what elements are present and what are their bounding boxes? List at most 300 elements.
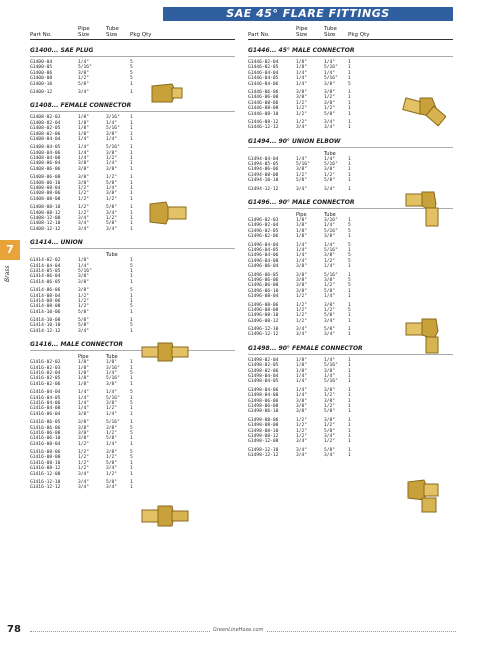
pkg-qty: 1 [348,288,351,294]
table-row [248,294,453,299]
part-number: G1416-02-05 [30,376,61,382]
pkg-qty: 1 [348,423,351,429]
tube-size: 3/16" [106,365,120,371]
part-number: G1408-08-06 [30,191,61,197]
pipe-size: 1/8" [78,381,90,387]
pipe-size: 1/2" [296,294,308,300]
part-number: G1498-04-06 [248,387,279,393]
pipe-size: 3/8" [78,166,90,172]
pkg-qty: 1 [348,162,351,168]
pkg-qty: 1 [130,441,133,447]
part-number: G1416-04-08 [30,406,61,412]
pipe-size: 3/4" [78,226,90,232]
header-tube-size: Size [106,32,118,38]
header-part: Part No. [30,32,52,38]
pipe-size: 1/8" [78,115,90,121]
pkg-qty: 1 [348,89,351,95]
pkg-qty: 1 [348,60,351,65]
pipe-size: 1/4" [78,60,90,65]
tube-size: 3/16" [106,115,120,121]
part-number: G1408-04-04 [30,136,61,142]
tube-size: 1/2" [324,283,336,289]
tube-size: 1/4" [106,161,118,167]
pipe-size: 3/8" [296,409,308,415]
tube-size: 5/16" [324,76,338,82]
pipe-size: 3/4" [78,471,90,477]
pkg-qty: 5 [130,400,133,406]
header-tube-size: Size [324,32,336,38]
part-number: G1498-08-06 [248,417,279,423]
table-row [30,310,235,315]
pkg-qty: 1 [348,417,351,423]
table-row [248,82,453,87]
part-number: G1446-12-12 [248,125,279,131]
pkg-qty: 1 [130,279,133,285]
tube-size: 5/16" [106,420,120,426]
pkg-qty: 5 [130,323,133,329]
pkg-qty: 1 [348,433,351,439]
pkg-qty: 1 [348,119,351,125]
tube-size: 3/8" [324,100,336,106]
part-number: G1496-12-10 [248,327,279,333]
pkg-qty: 1 [348,156,351,162]
pkg-qty: 1 [130,161,133,167]
pipe-size: 1/4" [78,406,90,412]
pipe-size: 1/2" [296,172,308,178]
pkg-qty: 5 [348,228,351,234]
subheader-label: Tube [324,212,336,219]
part-number: G1400-12 [30,89,53,95]
tube-size: 5/16" [324,247,338,253]
part-number: G1446-04-06 [248,81,279,87]
tube-size: 1/4" [106,186,118,192]
part-number: G1446-08-10 [248,111,279,117]
pkg-qty: 1 [348,234,351,240]
pkg-qty: 5 [348,242,351,248]
union-fitting-image [140,340,190,364]
tube-size: 1/2" [324,258,336,264]
pipe-size: 3/8" [78,411,90,417]
tube-size: 1/8" [106,360,118,366]
table-row [30,227,235,232]
tube-size: 5/8" [106,436,118,442]
part-number: G1496-04-04 [248,242,279,248]
pkg-qty: 1 [130,318,133,324]
pkg-qty: 5 [130,371,133,377]
tube-size: 1/2" [324,172,336,178]
pipe-size: 1/4" [296,76,308,82]
pkg-qty: 1 [130,328,133,334]
part-number: G1414-05-05 [30,268,61,274]
pkg-qty: 1 [130,365,133,371]
pkg-qty: 1 [130,166,133,172]
tube-size: 3/8" [324,167,336,173]
pipe-size: 5/16" [78,268,92,274]
pipe-size: 1/4" [78,400,90,406]
pipe-size: 1/2" [78,293,90,299]
pipe-size: 5/8" [296,178,308,184]
tube-size: 5/8" [106,205,118,211]
tube-size: 5/8" [324,428,336,434]
part-number: G1400-05 [30,65,53,71]
part-number: G1446-08-08 [248,106,279,112]
part-number: G1408-02-03 [30,115,61,121]
pipe-size: 1/2" [78,455,90,461]
table-row [248,439,453,444]
tube-size: 1/4" [106,371,118,377]
pkg-qty: 1 [130,298,133,304]
part-number: G1496-12-12 [248,332,279,338]
pkg-qty: 1 [348,403,351,409]
pipe-size: 1/4" [78,156,90,162]
header-tube: Tube [324,26,337,32]
part-number: G1408-04-06 [30,150,61,156]
pkg-qty: 1 [130,120,133,126]
pipe-size: 3/8" [78,180,90,186]
tube-size: 1/4" [324,374,336,380]
pipe-size: 1/8" [78,360,90,366]
pipe-size: 1/2" [296,100,308,106]
pipe-size: 1/8" [296,60,308,65]
part-number: G1446-02-05 [248,65,279,71]
pkg-qty: 1 [130,191,133,197]
pipe-size: 1/2" [78,76,90,82]
tube-size: 1/4" [106,411,118,417]
pkg-qty: 1 [348,357,351,363]
pipe-size: 1/4" [296,374,308,380]
pipe-size: 1/4" [296,387,308,393]
pipe-size: 3/8" [296,288,308,294]
pipe-size: 1/4" [296,393,308,399]
tube-size: 5/16" [106,395,120,401]
pkg-qty: 1 [348,76,351,82]
part-number: G1494-10-10 [248,178,279,184]
pipe-size: 1/2" [78,298,90,304]
table-row [30,280,235,285]
pipe-size: 3/8" [78,161,90,167]
page-title-bar [163,7,453,21]
pipe-size: 1/2" [78,205,90,211]
part-number: G1498-08-08 [248,423,279,429]
pipe-size: 1/8" [78,131,90,137]
pkg-qty: 5 [130,70,133,76]
tube-size: 3/4" [324,125,336,131]
table-row [30,82,235,87]
table-row [248,409,453,414]
part-number: G1416-06-08 [30,430,61,436]
pkg-qty: 1 [348,332,351,338]
part-number: G1496-08-04 [248,294,279,300]
pipe-size: 1/8" [296,357,308,363]
part-number: G1496-08-10 [248,313,279,319]
tube-size: 3/8" [106,191,118,197]
tube-size: 1/2" [324,423,336,429]
tube-size: 3/4" [106,485,118,491]
pkg-qty: 5 [130,450,133,456]
header-part: Part No. [248,32,270,38]
part-number: G1414-10-10 [30,323,61,329]
part-number: G1446-02-04 [248,60,279,65]
part-number: G1498-12-10 [248,447,279,453]
part-number: G1496-06-05 [248,272,279,278]
pipe-size: 1/2" [78,210,90,216]
part-number: G1416-12-10 [30,480,61,486]
pkg-qty: 1 [348,264,351,270]
90-female-connector-image [404,476,448,516]
tube-size: 3/4" [324,453,336,459]
pipe-size: 1/2" [296,307,308,313]
part-number: G1416-06-06 [30,425,61,431]
tube-size: 5/16" [324,272,338,278]
pipe-size: 3/8" [296,264,308,270]
table-row [30,412,235,417]
part-number: G1496-06-04 [248,264,279,270]
section-title: G1494... 90° UNION ELBOW [248,136,453,148]
pipe-size: 1/8" [78,376,90,382]
pkg-qty: 1 [130,293,133,299]
pkg-qty: 1 [348,439,351,445]
tube-size: 3/8" [324,277,336,283]
pipe-size: 1/2" [296,302,308,308]
table-row [30,137,235,142]
tube-size: 3/8" [324,398,336,404]
pkg-qty: 1 [348,409,351,415]
tube-size: 3/4" [324,186,336,192]
tube-size: 1/2" [106,455,118,461]
pipe-size: 1/4" [78,263,90,269]
tube-size: 1/4" [324,357,336,363]
pkg-qty: 1 [348,363,351,369]
pkg-qty: 5 [348,283,351,289]
chapter-label: Brass [4,265,11,282]
pipe-size: 1/2" [296,318,308,324]
tube-size: 3/8" [106,425,118,431]
pipe-size: 3/4" [78,328,90,334]
section-title: G1416... MALE CONNECTOR [30,339,235,351]
part-number: G1494-05-05 [248,162,279,168]
table-row [248,379,453,384]
pkg-qty: 1 [348,65,351,71]
pkg-qty: 5 [130,304,133,310]
pipe-size: 1/2" [296,106,308,112]
pkg-qty: 1 [130,436,133,442]
part-number: G1408-08-08 [30,196,61,202]
part-number: G1408-02-05 [30,126,61,132]
tube-size: 5/8" [324,327,336,333]
part-number: G1416-02-04 [30,371,61,377]
fitting-section [30,100,235,232]
tube-size: 5/8" [324,288,336,294]
part-number: G1408-04-08 [30,156,61,162]
page-number: 78 [7,624,21,635]
tube-size: 3/8" [106,450,118,456]
pkg-qty: 1 [130,309,133,315]
part-number: G1498-08-12 [248,433,279,439]
tube-size: 5/16" [324,363,338,369]
part-number: G1414-12-12 [30,328,61,334]
part-number: G1498-06-10 [248,409,279,415]
chapter-tab [0,240,20,260]
plug-fitting-image [146,80,186,108]
part-number: G1400-06 [30,70,53,76]
tube-size: 3/4" [106,210,118,216]
tube-size: 5/8" [106,460,118,466]
pkg-qty: 5 [348,258,351,264]
pkg-qty: 1 [130,81,133,87]
pkg-qty: 1 [130,471,133,477]
part-number: G1414-06-06 [30,288,61,294]
table-row [30,90,235,95]
pkg-qty: 5 [130,263,133,269]
pipe-size: 1/8" [78,371,90,377]
pkg-qty: 5 [348,253,351,259]
part-number: G1498-06-06 [248,398,279,404]
subheader-label: Tube [324,150,336,157]
part-number: G1496-02-06 [248,234,279,240]
tube-size: 1/4" [106,441,118,447]
pkg-qty: 1 [130,411,133,417]
part-number: G1416-08-12 [30,466,61,472]
pipe-size: 5/16" [296,162,310,168]
tube-size: 1/2" [324,393,336,399]
pkg-qty: 1 [130,145,133,151]
pipe-size: 1/2" [78,460,90,466]
tube-size: 1/2" [324,439,336,445]
pkg-qty: 1 [130,180,133,186]
pipe-size: 1/8" [78,365,90,371]
pipe-size: 1/4" [296,258,308,264]
pipe-size: 1/4" [296,81,308,87]
pipe-size: 1/4" [296,70,308,76]
pipe-size: 3/4" [296,332,308,338]
part-number: G1446-06-08 [248,95,279,101]
pipe-size: 3/4" [78,221,90,227]
table-row [30,485,235,490]
section-title: G1446... 45° MALE CONNECTOR [248,45,453,57]
pkg-qty: 1 [130,210,133,216]
pkg-qty: 1 [130,156,133,162]
tube-size: 3/4" [324,433,336,439]
part-number: G1496-02-04 [248,223,279,229]
pipe-size: 3/4" [296,327,308,333]
part-number: G1414-10-08 [30,318,61,324]
fitting-section [248,343,453,459]
tube-size: 1/2" [106,196,118,202]
tube-size: 5/8" [106,221,118,227]
pipe-size: 1/2" [296,111,308,117]
pkg-qty: 1 [348,100,351,106]
pipe-size: 3/8" [78,288,90,294]
section-title: G1496... 90° MALE CONNECTOR [248,197,453,209]
pkg-qty: 5 [130,288,133,294]
pipe-size: 1/2" [78,450,90,456]
tube-size: 1/2" [324,95,336,101]
90-male-connector-image [404,315,448,355]
pkg-qty: 1 [130,395,133,401]
tube-size: 3/8" [106,381,118,387]
subheader-label: Pipe [296,212,307,219]
tube-size: 3/4" [106,226,118,232]
part-number: G1446-04-04 [248,70,279,76]
pipe-size: 3/8" [296,403,308,409]
pipe-size: 3/4" [296,447,308,453]
part-number: G1416-06-05 [30,420,61,426]
header-pkg: Pkg Qty [130,32,152,38]
header-pipe: Pipe [78,26,90,32]
part-number: G1408-06-04 [30,161,61,167]
pkg-qty: 1 [130,268,133,274]
tube-size: 1/2" [106,215,118,221]
part-number: G1416-02-02 [30,360,61,366]
tube-size: 3/4" [324,318,336,324]
pipe-size: 3/8" [78,279,90,285]
pkg-qty: 1 [130,485,133,491]
part-number: G1494-08-08 [248,172,279,178]
tube-size: 5/16" [324,65,338,71]
pipe-size: 1/8" [78,258,90,264]
pkg-qty: 1 [348,393,351,399]
pipe-size: 3/8" [78,420,90,426]
part-number: G1446-08-06 [248,100,279,106]
table-row [30,197,235,202]
fitting-section [248,136,453,192]
pkg-qty: 5 [130,390,133,396]
table-row [30,472,235,477]
tube-size: 3/8" [106,166,118,172]
part-number: G1498-12-08 [248,439,279,445]
pkg-qty: 1 [348,247,351,253]
part-number: G1416-04-06 [30,400,61,406]
part-number: G1408-06-06 [30,166,61,172]
page-title: SAE 45° FLARE FITTINGS [226,7,390,20]
tube-size: 5/8" [324,447,336,453]
tube-size: 3/8" [324,368,336,374]
tube-size: 1/4" [106,390,118,396]
pkg-qty: 5 [130,60,133,65]
pipe-size: 1/8" [296,218,308,224]
part-number: G1416-06-10 [30,436,61,442]
tube-size: 3/4" [324,332,336,338]
table-row [248,234,453,239]
part-number: G1408-12-08 [30,215,61,221]
pipe-size: 1/2" [78,196,90,202]
pipe-size: 1/8" [296,368,308,374]
pipe-size: 3/8" [78,436,90,442]
footer-url: GreenLineHose.com [210,627,266,633]
pipe-size: 1/4" [296,156,308,162]
part-number: G1498-04-04 [248,374,279,380]
pkg-qty: 1 [130,406,133,412]
pkg-qty: 5 [348,81,351,87]
pkg-qty: 5 [130,76,133,82]
pipe-size: 1/2" [78,186,90,192]
fitting-section [30,339,235,491]
tube-size: 1/2" [324,106,336,112]
subheader-label: Tube [106,252,118,259]
part-number: G1416-08-10 [30,460,61,466]
tube-size: 3/8" [106,400,118,406]
tube-size: 1/2" [106,430,118,436]
column-header [248,24,453,40]
pipe-size: 3/8" [296,167,308,173]
pkg-qty: 5 [348,307,351,313]
table-row [248,453,453,458]
pipe-size: 3/8" [78,274,90,280]
pipe-size: 5/8" [78,323,90,329]
pipe-size: 1/2" [78,441,90,447]
pkg-qty: 1 [130,131,133,137]
fitting-section [30,45,235,95]
